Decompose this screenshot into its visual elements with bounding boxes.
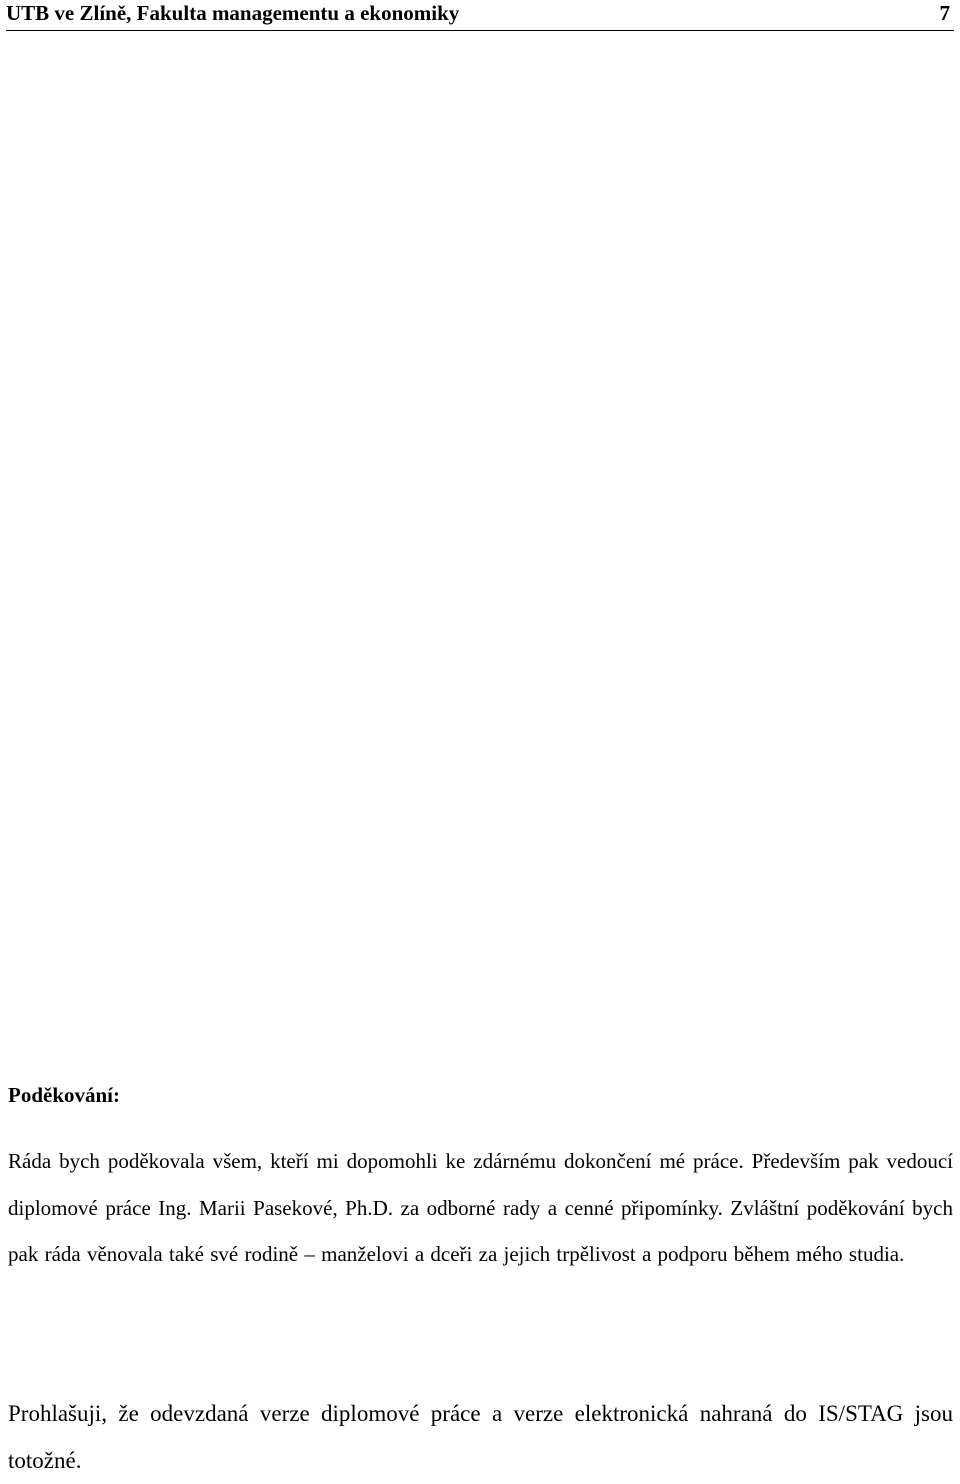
page-number: 7	[939, 1, 950, 25]
page-header	[6, 0, 954, 31]
header-title: UTB ve Zlíně, Fakulta managementu a ekonomiky	[6, 1, 460, 25]
acknowledgement-heading: Poděkování:	[8, 1083, 121, 1107]
acknowledgement-paragraph: Ráda bych poděkovala všem, kteří mi dopomohli ke zdárnému dokončení mé práce. Především pak vedoucí diplomové práce Ing. Marii Pasekové, Ph.D. za odborné rady a cenné připomínky. Zvláštní poděkování bych pak ráda věnovala také své rodině – manželovi a dceři za jejich trpělivost a podporu během mého studia.	[8, 1149, 953, 1266]
declaration-paragraph: Prohlašuji, že odevzdaná verze diplomové práce a verze elektronická nahraná do IS/STAG jsou totožné.	[8, 1401, 953, 1473]
